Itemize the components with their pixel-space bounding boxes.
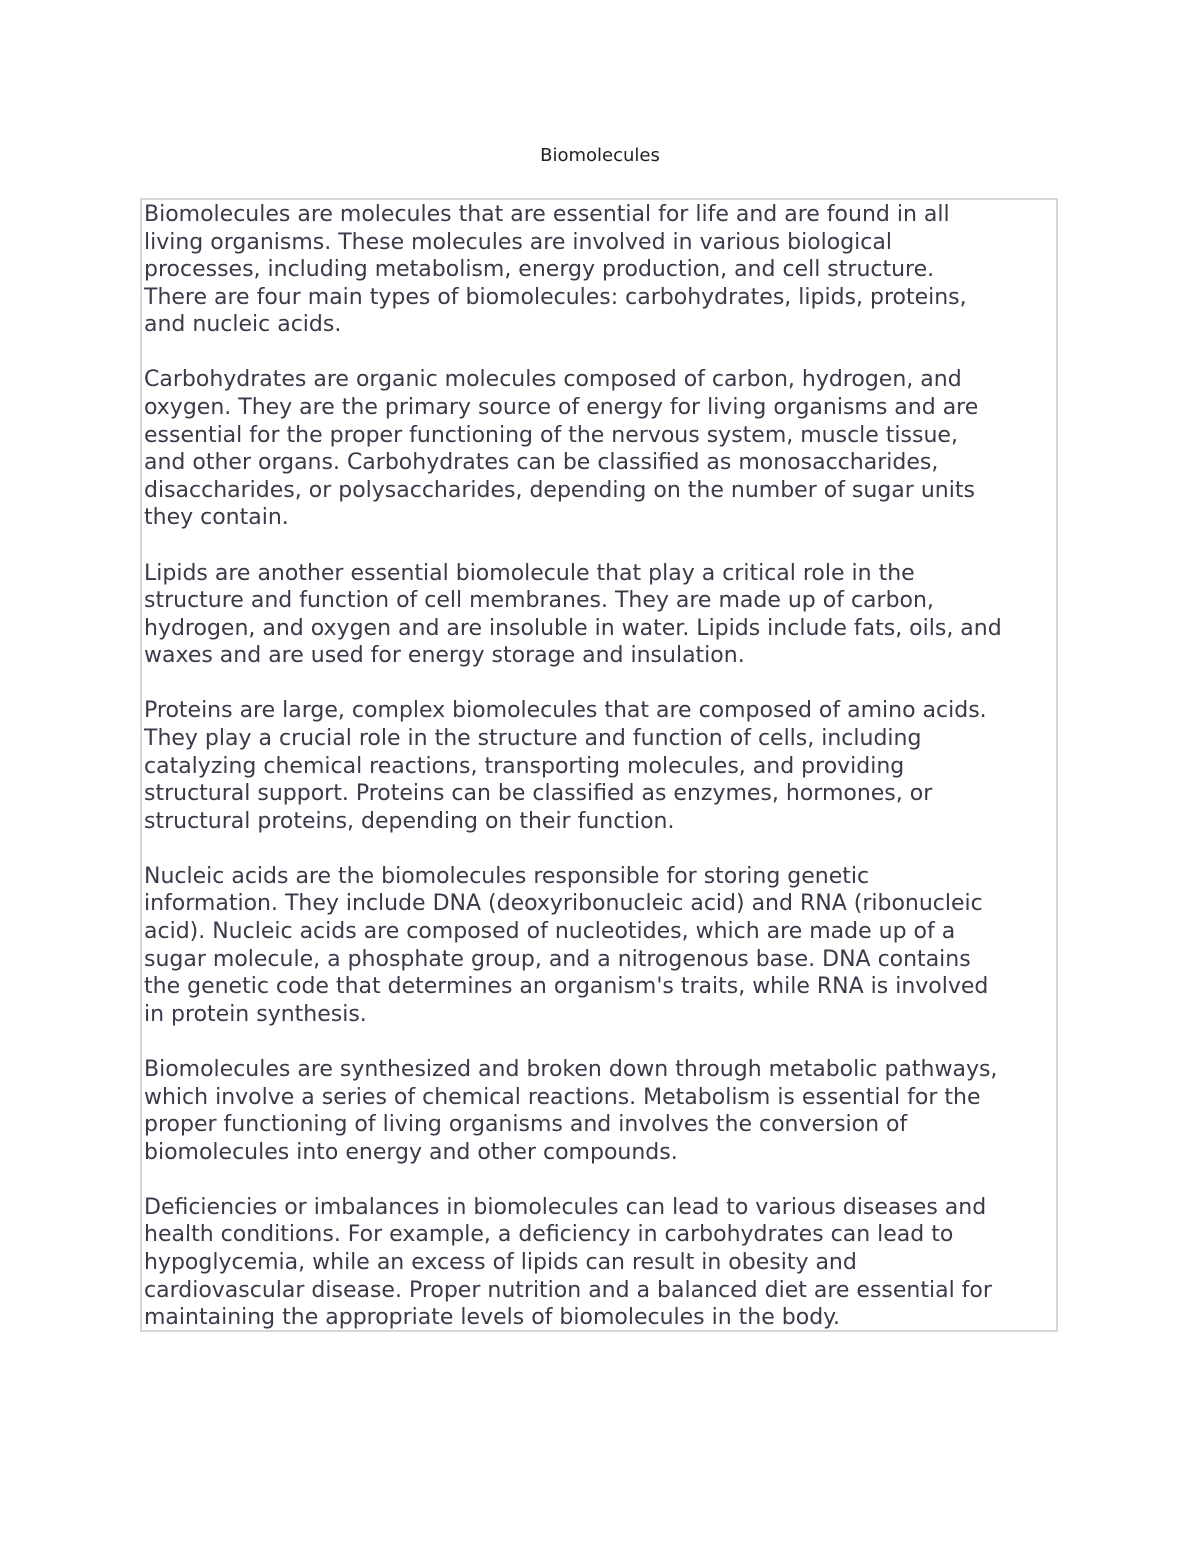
paragraph-nucleic-acids: Nucleic acids are the biomolecules responsible for storing genetic information. They include DNA (deoxyribonucleic acid) and RNA (ribonucleic acid). Nucleic acids are composed of nucleotides, which are made up of a sugar molecule, a phosphate group, and a nitrogenous base. DNA contains the genetic code that determines an organism's traits, while RNA is involved in protein synthesis. (144, 863, 989, 1027)
paragraph-lipids: Lipids are another essential biomolecule that play a critical role in the structure and function of cell membranes. They are made up of carbon, hydrogen, and oxygen and are insoluble in water. Lipids include fats, oils, and waxes and are used for energy storage and insulation. (144, 560, 1002, 669)
paragraph-carbohydrates: Carbohydrates are organic molecules composed of carbon, hydrogen, and oxygen. They are the primary source of energy for living organisms and are essential for the proper functioning of the nervous system, muscle tissue, and other organs. Carbohydrates can be classified as monosaccharides, disaccharides, or polysaccharides, depending on the number of sugar units they contain. (144, 367, 979, 531)
document-text-box (140, 198, 1058, 1332)
paragraph-deficiencies: Deficiencies or imbalances in biomolecules can lead to various diseases and health conditions. For example, a deficiency in carbohydrates can lead to hypoglycemia, while an excess of lipids can result in obesity and cardiovascular disease. Proper nutrition and a balanced diet are essential for maintaining the appropriate levels of biomolecules in the body. (144, 1194, 992, 1331)
paragraph-intro: Biomolecules are molecules that are essential for life and are found in all living organisms. These molecules are involved in various biological processes, including metabolism, energy production, and cell structure. There are four main types of biomolecules: carbohydrates, lipids, proteins, and nucleic acids. (144, 202, 967, 338)
paragraph-metabolism: Biomolecules are synthesized and broken down through metabolic pathways, which involve a series of chemical reactions. Metabolism is essential for the proper functioning of living organisms and involves the conversion of biomolecules into energy and other compounds. (144, 1056, 998, 1165)
page-title: Biomolecules (540, 145, 660, 166)
paragraph-proteins: Proteins are large, complex biomolecules that are composed of amino acids. They play a crucial role in the structure and function of cells, including catalyzing chemical reactions, transporting molecules, and providing structural support. Proteins can be classified as enzymes, hormones, or structural proteins, depending on their function. (144, 698, 987, 834)
